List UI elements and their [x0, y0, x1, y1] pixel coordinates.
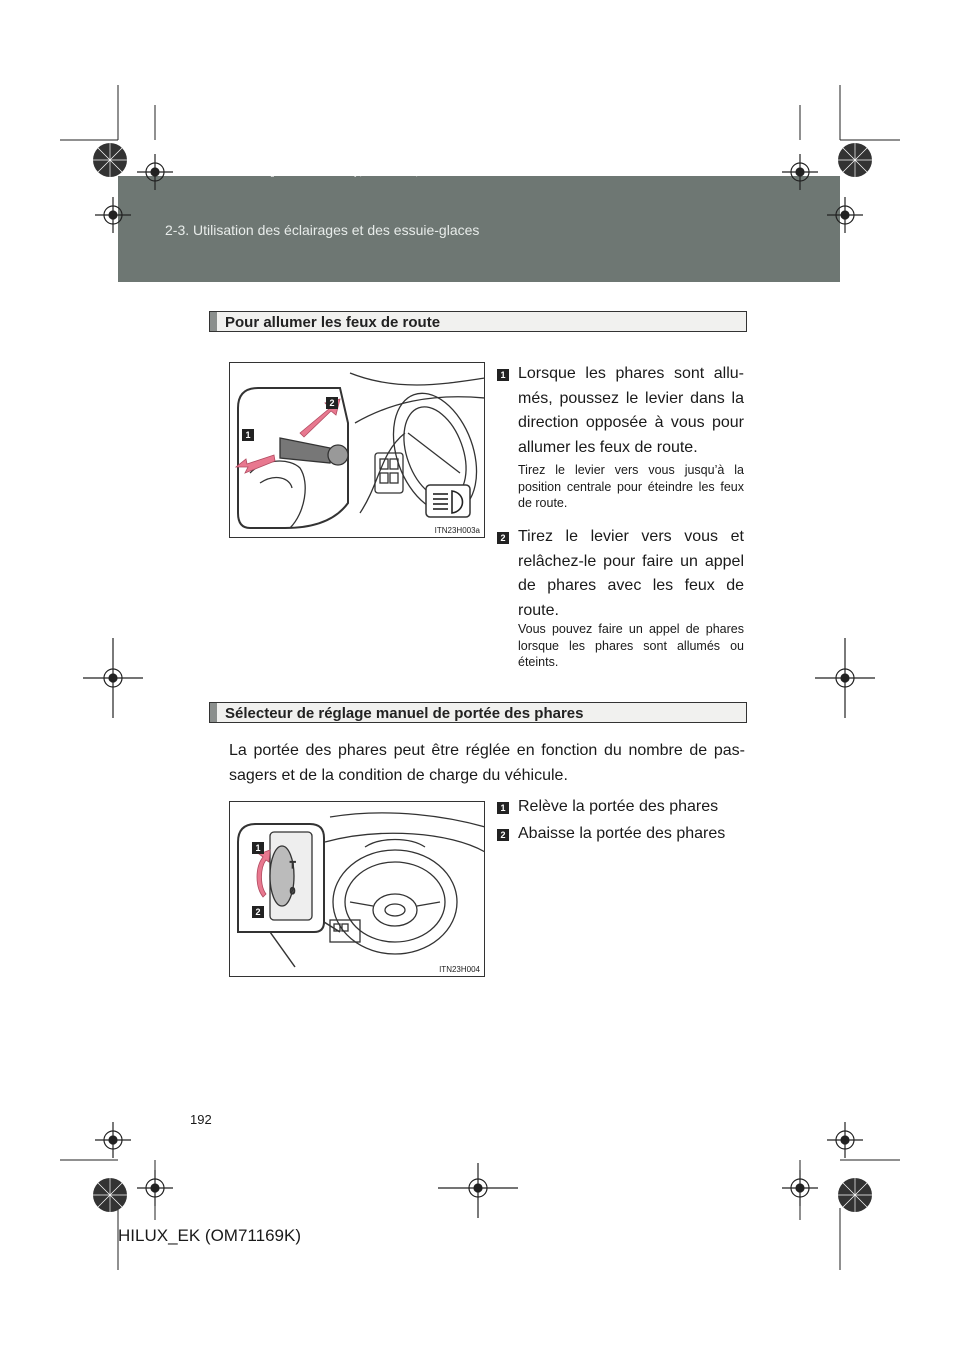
callout-1: 1	[245, 430, 251, 440]
section-header: 2-3. Utilisation des éclairages et des essuie-glaces	[165, 222, 480, 238]
figure-high-beam-lever	[229, 362, 485, 538]
item-text: Relève la portée des phares	[518, 798, 719, 815]
callout-2: 2	[255, 907, 261, 917]
item-text: Tirez le levier vers vous et relâchez-le pour faire un appel de phares avec les feux de route.	[518, 528, 744, 619]
item-number-badge: 2	[497, 532, 509, 544]
figure-illustration	[230, 363, 485, 538]
section-tab	[210, 703, 217, 722]
section-title: Pour allumer les feux de route	[225, 314, 441, 331]
item-number-badge: 1	[497, 802, 509, 814]
item-text: Lorsque les phares sont allu-més, poussez le levier dans la direction opposée à vous pour allumer les feux de route.	[518, 365, 744, 456]
svg-text:0: 0	[290, 886, 296, 896]
item-text: Abaisse la portée des phares	[518, 825, 726, 842]
item-note: Vous pouvez faire un appel de phares lorsque les phares sont allumés ou éteints.	[518, 622, 744, 669]
section-tab	[210, 312, 217, 331]
item-number-badge: 2	[497, 829, 509, 841]
section-heading-headlight-leveling	[209, 702, 747, 723]
section-heading-high-beam	[209, 311, 747, 332]
page-number: 192	[190, 1112, 212, 1127]
manual-code: HILUX_EK (OM71169K)	[118, 1226, 301, 1245]
figure-leveling-dial	[229, 801, 485, 977]
figure-code: ITN23H003a	[434, 526, 480, 535]
figure-illustration	[230, 802, 485, 977]
svg-text:T: T	[290, 860, 296, 870]
intro-paragraph: La portée des phares peut être réglée en fonction du nombre de pas-sagers et de la condition de charge du véhicule.	[229, 742, 745, 784]
callout-2: 2	[329, 398, 335, 408]
figure-code: ITN23H004	[439, 965, 480, 974]
section-title: Sélecteur de réglage manuel de portée des phares	[225, 705, 584, 722]
callout-1: 1	[255, 843, 261, 853]
item-number-badge: 1	[497, 369, 509, 381]
print-stamp: HILUX_EK.book Page 192 Wednesday, March 23, 2011 3:03 PM	[180, 168, 494, 178]
item-note: Tirez le levier vers vous jusqu’à la position centrale pour éteindre les feux de route.	[518, 463, 744, 510]
